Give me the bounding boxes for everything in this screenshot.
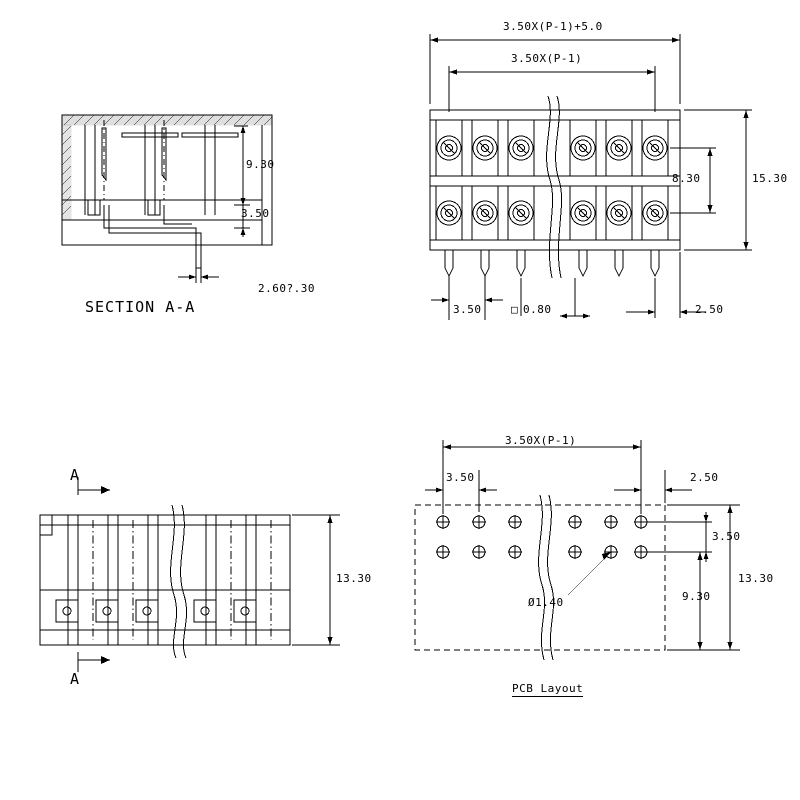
- front-view: [430, 34, 752, 320]
- section-mark-top: A: [70, 466, 81, 484]
- dim-label-section-9-30: 9.30: [246, 158, 275, 171]
- dim-label-pcb-hole-span: 3.50X(P-1): [505, 434, 577, 447]
- section-mark-bottom: A: [70, 670, 81, 688]
- dim-label-overall-width: 3.50X(P-1)+5.0: [503, 20, 603, 33]
- dim-label-pitch-span: 3.50X(P-1): [511, 52, 583, 65]
- dim-label-pcb-hole-to-edge: 9.30: [682, 590, 711, 603]
- pcb-layout-title: PCB Layout: [512, 682, 584, 695]
- dim-label-front-edge-distance: 2.50: [695, 303, 724, 316]
- dim-label-hole-diameter: Ø1.40: [528, 596, 564, 609]
- dim-label-pcb-edge-distance: 2.50: [690, 471, 719, 484]
- dim-label-section-3-50: 3.50: [241, 207, 270, 220]
- dim-label-pcb-board-height: 13.30: [738, 572, 774, 585]
- section-aa-title: SECTION A-A: [85, 298, 196, 316]
- dim-label-pcb-row-pitch: 3.50: [712, 530, 741, 543]
- dim-label-overall-height: 15.30: [752, 172, 788, 185]
- pin-square-symbol: □: [511, 303, 519, 316]
- side-view: [40, 477, 340, 672]
- dim-label-front-pitch: 3.50: [453, 303, 482, 316]
- dim-label-inner-height: 8.30: [672, 172, 701, 185]
- dim-label-pin-square: 0.80: [523, 303, 552, 316]
- dim-label-body-height: 13.30: [336, 572, 372, 585]
- dim-label-pin-offset: 2.60?.30: [258, 282, 315, 295]
- dim-label-pcb-pitch: 3.50: [446, 471, 475, 484]
- section-aa-view: [62, 115, 272, 283]
